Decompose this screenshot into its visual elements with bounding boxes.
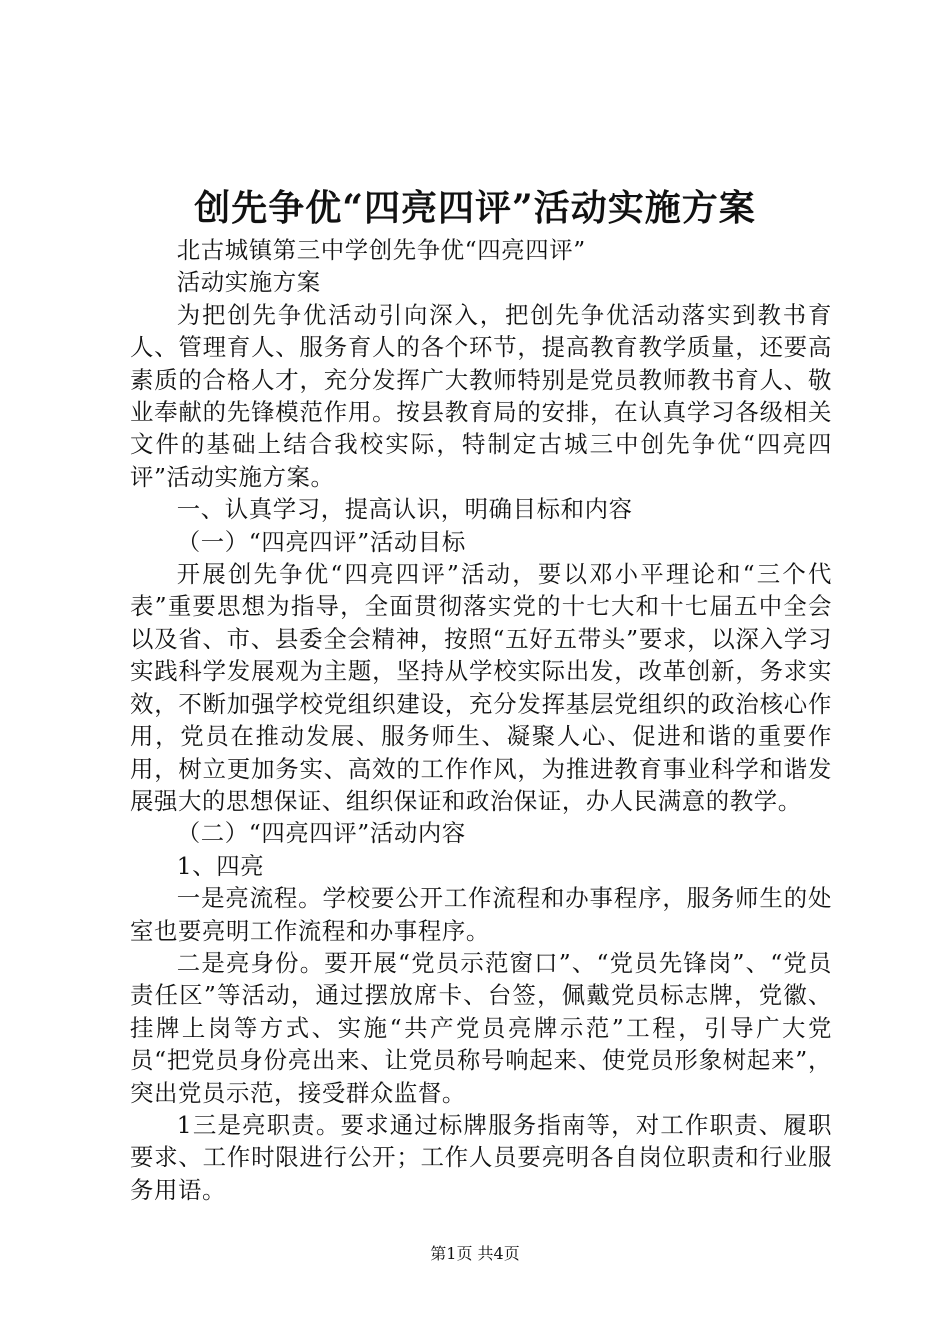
subsection-heading-content: （二）“四亮四评”活动内容 (176, 819, 466, 848)
subsection-heading-goals: （一）“四亮四评”活动目标 (176, 527, 466, 556)
list-heading-four-liang: 1、四亮 (176, 851, 265, 880)
document-title: 创先争优“四亮四评”活动实施方案 (194, 187, 756, 229)
paragraph-liang-identity: 二是亮身份。要开展“党员示范窗口”、“党员先锋岗”、“党员责任区”等活动，通过摆放席卡、台签，佩戴党员标志牌，党徽、挂牌上岗等方式、实施“共产党员亮牌示范”工程，引导广大党员“把党员身份亮出来、让党员称号响起来、使党员形象树起来”，突出党员示范，接受群众监督。 (130, 948, 832, 1107)
paragraph-subtitle: 活动实施方案 (176, 268, 321, 297)
section-heading-1: 一、认真学习，提高认识，明确目标和内容 (176, 495, 633, 524)
document-body (130, 234, 832, 1206)
paragraph-school-name: 北古城镇第三中学创先争优“四亮四评” (176, 236, 586, 264)
paragraph-liang-duties: 1三是亮职责。要求通过标牌服务指南等，对工作职责、履职要求、工作时限进行公开；工作人员要亮明各自岗位职责和行业服务用语。 (130, 1110, 832, 1204)
paragraph-intro: 为把创先争优活动引向深入，把创先争优活动落实到教书育人、管理育人、服务育人的各个环节，提高教育教学质量，还要高素质的合格人才，充分发挥广大教师特别是党员教师教书育人、敬业奉献的先锋模范作用。按县教育局的安排，在认真学习各级相关文件的基础上结合我校实际，特制定古城三中创先争优“四亮四评”活动实施方案。 (130, 300, 832, 491)
paragraph-goals: 开展创先争优“四亮四评”活动，要以邓小平理论和“三个代表”重要思想为指导，全面贯彻落实党的十七大和十七届五中全会以及省、市、县委全会精神，按照“五好五带头”要求，以深入学习实践科学发展观为主题，坚持从学校实际出发，改革创新，务求实效，不断加强学校党组织建设，充分发挥基层党组织的政治核心作用，党员在推动发展、服务师生、凝聚人心、促进和谐的重要作用，树立更加务实、高效的工作作风，为推进教育事业科学和谐发展强大的思想保证、组织保证和政治保证，办人民满意的教学。 (130, 560, 832, 815)
paragraph-liang-process: 一是亮流程。学校要公开工作流程和办事程序，服务师生的处室也要亮明工作流程和办事程序。 (130, 884, 832, 945)
page-footer: 第1页 共4页 (430, 1244, 520, 1263)
